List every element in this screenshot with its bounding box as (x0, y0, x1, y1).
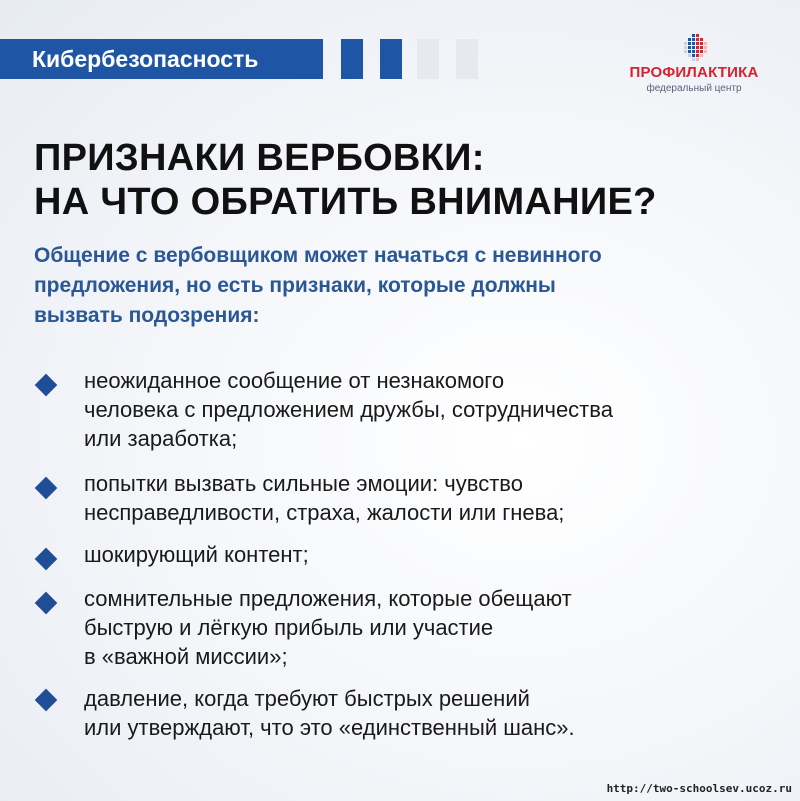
intro-line: предложения, но есть признаки, которые должны (34, 274, 556, 297)
intro-line: вызвать подозрения: (34, 304, 260, 327)
decor-square (456, 39, 478, 79)
diamond-bullet-icon (35, 548, 58, 571)
diamond-bullet-icon (35, 374, 58, 397)
list-item-line: попытки вызвать сильные эмоции: чувство (84, 471, 523, 496)
list-item-line: неожиданное сообщение от незнакомого (84, 368, 505, 393)
list-item-line: в «важной миссии»; (84, 644, 288, 669)
list-item-text (84, 469, 784, 527)
list-item-line: или заработка; (84, 426, 238, 451)
diamond-bullet-icon (35, 689, 58, 712)
decor-square (380, 39, 402, 79)
logo-grid-icon (678, 34, 714, 64)
list-item-line: несправедливости, страха, жалости или гнева; (84, 500, 565, 525)
decor-square (341, 39, 363, 79)
list-item-line: шокирующий контент; (84, 542, 309, 567)
list-item-text (84, 684, 784, 742)
decor-square (417, 39, 439, 79)
list-item-text (84, 366, 784, 453)
category-badge: Кибербезопасность (0, 39, 323, 79)
title-line: ПРИЗНАКИ ВЕРБОВКИ: (34, 137, 485, 179)
list-item-line: человека с предложением дружбы, сотрудничества (84, 397, 613, 422)
page-title (34, 136, 774, 224)
diamond-bullet-icon (35, 592, 58, 615)
intro-text (34, 241, 784, 331)
brand-logo (614, 34, 774, 98)
list-item-line: или утверждают, что это «единственный шанс». (84, 715, 575, 740)
list-item-text (84, 584, 784, 671)
list-item-line: быструю и лёгкую прибыль или участие (84, 615, 494, 640)
list-item-line: сомнительные предложения, которые обещают (84, 586, 572, 611)
logo-name: ПРОФИЛАКТИКА (629, 64, 759, 81)
title-line: НА ЧТО ОБРАТИТЬ ВНИМАНИЕ? (34, 181, 657, 223)
logo-subtitle: федеральный центр (646, 83, 742, 94)
diamond-bullet-icon (35, 477, 58, 500)
intro-line: Общение с вербовщиком может начаться с невинного (34, 244, 602, 267)
list-item-line: давление, когда требуют быстрых решений (84, 686, 530, 711)
list-item-text (84, 540, 784, 569)
source-url: http://two-schoolsev.ucoz.ru (606, 782, 792, 795)
